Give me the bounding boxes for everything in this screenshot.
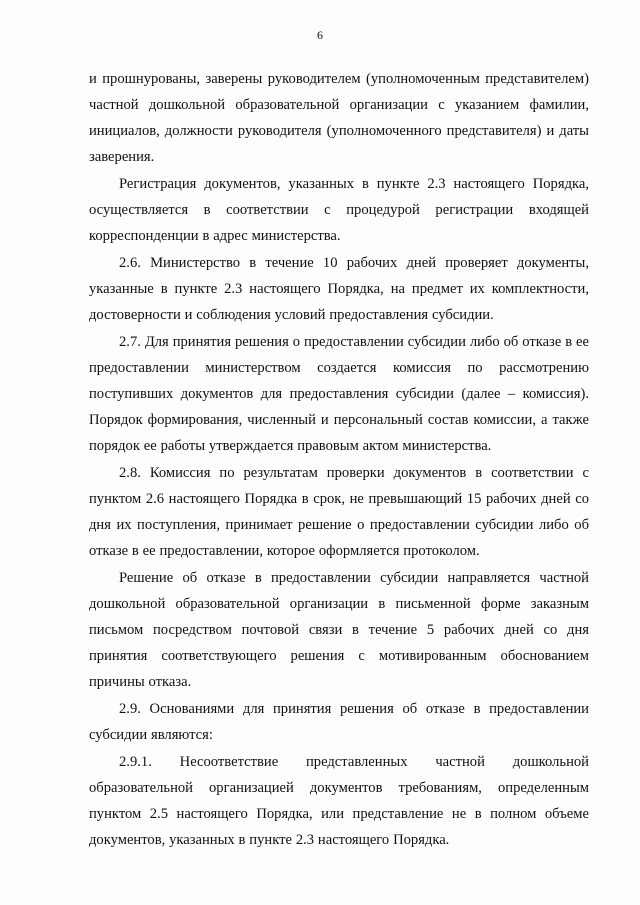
paragraph-2-8: 2.8. Комиссия по результатам проверки документов в соответствии с пунктом 2.6 настоящего Порядка в срок, не превышающий 15 рабочих дней со дня их поступления, принимает решение о предоставлении субсидии либо об отказе в ее предоставлении, которое оформляется протоколом. [89, 465, 589, 559]
paragraph-2-9: 2.9. Основаниями для принятия решения об отказе в предоставлении субсидии являются: [89, 701, 589, 743]
paragraph-registration: Регистрация документов, указанных в пункте 2.3 настоящего Порядка, осуществляется в соответствии с процедурой регистрации входящей корреспонденции в адрес министерства. [89, 176, 589, 244]
paragraph-2-7: 2.7. Для принятия решения о предоставлении субсидии либо об отказе в ее предоставлении министерством создается комиссия по рассмотрению поступивших документов для предоставления субсидии (далее – комиссия). Порядок формирования, численный и персональный состав комиссии, а также порядок ее работы утверждается правовым актом министерства. [89, 334, 589, 454]
page-number: 6 [317, 28, 323, 42]
paragraph-certification: и прошнурованы, заверены руководителем (уполномоченным представителем) частной дошкольной образовательной организации с указанием фамилии, инициалов, должности руководителя (уполномоченного представителя) и даты заверения. [89, 71, 589, 165]
paragraph-2-6: 2.6. Министерство в течение 10 рабочих дней проверяет документы, указанные в пункте 2.3 настоящего Порядка, на предмет их комплектности, достоверности и соблюдения условий предоставления субсидии. [89, 255, 589, 323]
paragraph-refusal-notice: Решение об отказе в предоставлении субсидии направляется частной дошкольной образовательной организации в письменной форме заказным письмом посредством почтовой связи в течение 5 рабочих дней со дня принятия соответствующего решения с мотивированным обоснованием причины отказа. [89, 570, 589, 690]
document-body [89, 66, 589, 853]
paragraph-2-9-1: 2.9.1. Несоответствие представленных частной дошкольной образовательной организацией документов требованиям, определенным пунктом 2.5 настоящего Порядка, или представление не в полном объеме документов, указанных в пункте 2.3 настоящего Порядка. [89, 754, 589, 848]
